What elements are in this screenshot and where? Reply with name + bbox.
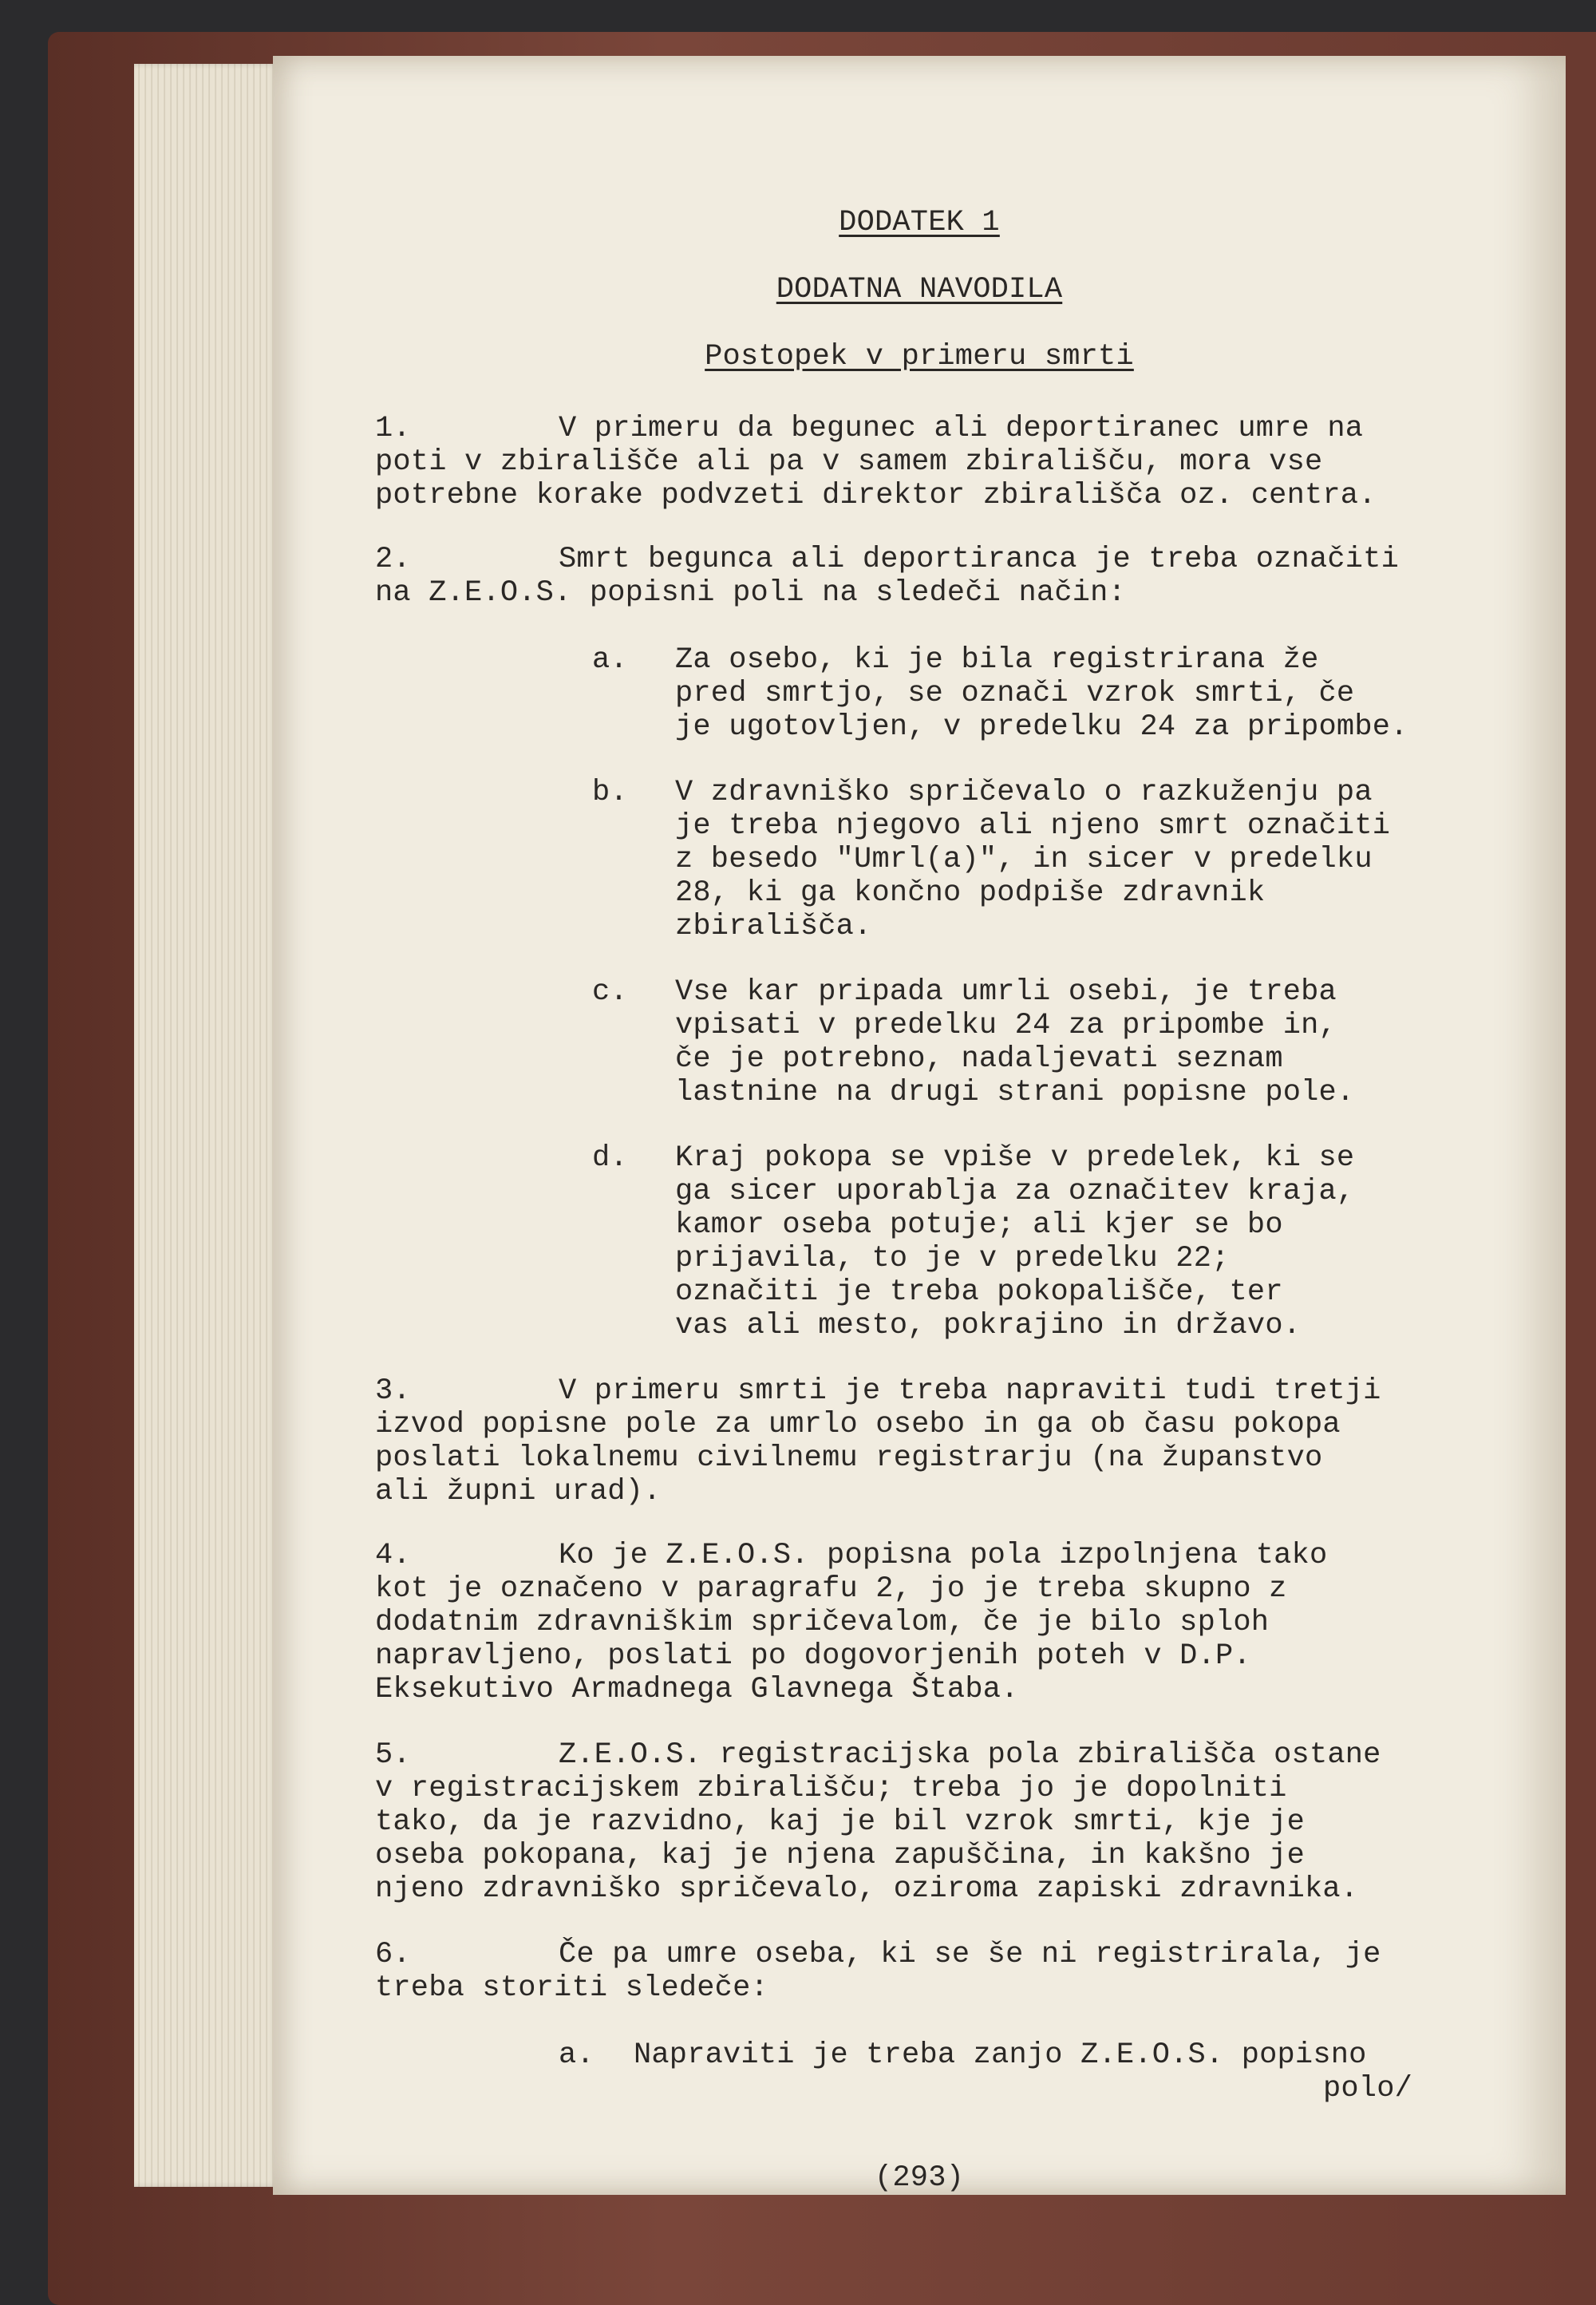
paragraph-number: 6.: [375, 1938, 411, 1971]
subitem-line: Za osebo, ki je bila registrirana že: [675, 643, 1319, 677]
section-subtitle: Postopek v primeru smrti: [705, 340, 1134, 374]
paragraph-line: treba storiti sledeče:: [375, 1971, 768, 2005]
paragraph-line: V primeru da begunec ali deportiranec umre na: [559, 412, 1364, 445]
document-page: [273, 56, 1566, 2195]
subitem-line: lastnine na drugi strani popisne pole.: [675, 1076, 1355, 1109]
subitem-line: označiti je treba pokopališče, ter: [675, 1275, 1283, 1309]
subitem-letter: c.: [592, 975, 628, 1009]
paragraph-line: napravljeno, poslati po dogovorjenih poteh v D.P.: [375, 1639, 1251, 1673]
subitem-line: pred smrtjo, se označi vzrok smrti, če: [675, 677, 1355, 710]
subitem-line: kamor oseba potuje; ali kjer se bo: [675, 1208, 1283, 1242]
paragraph-line: na Z.E.O.S. popisni poli na sledeči način:: [375, 576, 1126, 610]
paragraph-number: 1.: [375, 412, 411, 445]
subitem-letter: b.: [592, 776, 628, 809]
paragraph-line: Smrt begunca ali deportiranca je treba označiti: [559, 543, 1399, 576]
subitem-line: je ugotovljen, v predelku 24 za pripombe.: [675, 710, 1408, 744]
subitem-line: če je potrebno, nadaljevati seznam: [675, 1042, 1283, 1076]
paragraph-line: Če pa umre oseba, ki se še ni registrirala, je: [559, 1938, 1381, 1971]
subitem-line: je treba njegovo ali njeno smrt označiti: [675, 809, 1391, 843]
paragraph-line: poti v zbirališče ali pa v samem zbirališču, mora vse: [375, 445, 1323, 479]
paragraph-line: potrebne korake podvzeti direktor zbirališča oz. centra.: [375, 479, 1377, 512]
subitem-line: 28, ki ga končno podpiše zdravnik: [675, 876, 1266, 910]
subitem-letter: a.: [592, 643, 628, 677]
subitem-letter: d.: [592, 1141, 628, 1175]
appendix-heading: DODATEK 1: [839, 206, 1000, 239]
subitem-line: V zdravniško spričevalo o razkuženju pa: [675, 776, 1373, 809]
paragraph-line: izvod popisne pole za umrlo osebo in ga ob času pokopa: [375, 1408, 1341, 1441]
paragraph-line: v registracijskem zbirališču; treba jo je dopolniti: [375, 1772, 1287, 1805]
paragraph-number: 2.: [375, 543, 411, 576]
paragraph-line: Eksekutivo Armadnega Glavnega Štaba.: [375, 1673, 1019, 1706]
subitem-line: zbirališča.: [675, 910, 872, 943]
page-edges: [134, 64, 278, 2187]
subitem-line: vpisati v predelku 24 za pripombe in,: [675, 1009, 1337, 1042]
paragraph-line: Z.E.O.S. registracijska pola zbirališča ostane: [559, 1738, 1381, 1772]
paragraph-line: V primeru smrti je treba napraviti tudi tretji: [559, 1374, 1381, 1408]
subitem-line: Napraviti je treba zanjo Z.E.O.S. popisno: [634, 2038, 1367, 2072]
document-title: DODATNA NAVODILA: [776, 273, 1063, 306]
paragraph-line: tako, da je razvidno, kaj je bil vzrok smrti, kje je: [375, 1805, 1305, 1839]
paragraph-number: 3.: [375, 1374, 411, 1408]
paragraph-line: poslati lokalnemu civilnemu registrarju (na županstvo: [375, 1441, 1323, 1475]
subitem-line: Vse kar pripada umrli osebi, je treba: [675, 975, 1337, 1009]
page-number: (293): [874, 2161, 965, 2195]
subitem-letter: a.: [559, 2038, 595, 2072]
subitem-line: prijavila, to je v predelku 22;: [675, 1242, 1230, 1275]
paragraph-line: kot je označeno v paragrafu 2, jo je treba skupno z: [375, 1572, 1287, 1606]
paragraph-line: njeno zdravniško spričevalo, oziroma zapiski zdravnika.: [375, 1872, 1359, 1906]
subitem-line: z besedo "Umrl(a)", in sicer v predelku: [675, 843, 1373, 876]
paragraph-line: ali župni urad).: [375, 1475, 662, 1508]
subitem-line: vas ali mesto, pokrajino in državo.: [675, 1309, 1302, 1342]
paragraph-line: Ko je Z.E.O.S. popisna pola izpolnjena tako: [559, 1539, 1328, 1572]
paragraph-number: 4.: [375, 1539, 411, 1572]
continuation-word: polo/: [1323, 2072, 1413, 2105]
subitem-line: Kraj pokopa se vpiše v predelek, ki se: [675, 1141, 1355, 1175]
paragraph-line: oseba pokopana, kaj je njena zapuščina, in kakšno je: [375, 1839, 1305, 1872]
paragraph-number: 5.: [375, 1738, 411, 1772]
paragraph-line: dodatnim zdravniškim spričevalom, če je bilo sploh: [375, 1606, 1270, 1639]
subitem-line: ga sicer uporablja za označitev kraja,: [675, 1175, 1355, 1208]
